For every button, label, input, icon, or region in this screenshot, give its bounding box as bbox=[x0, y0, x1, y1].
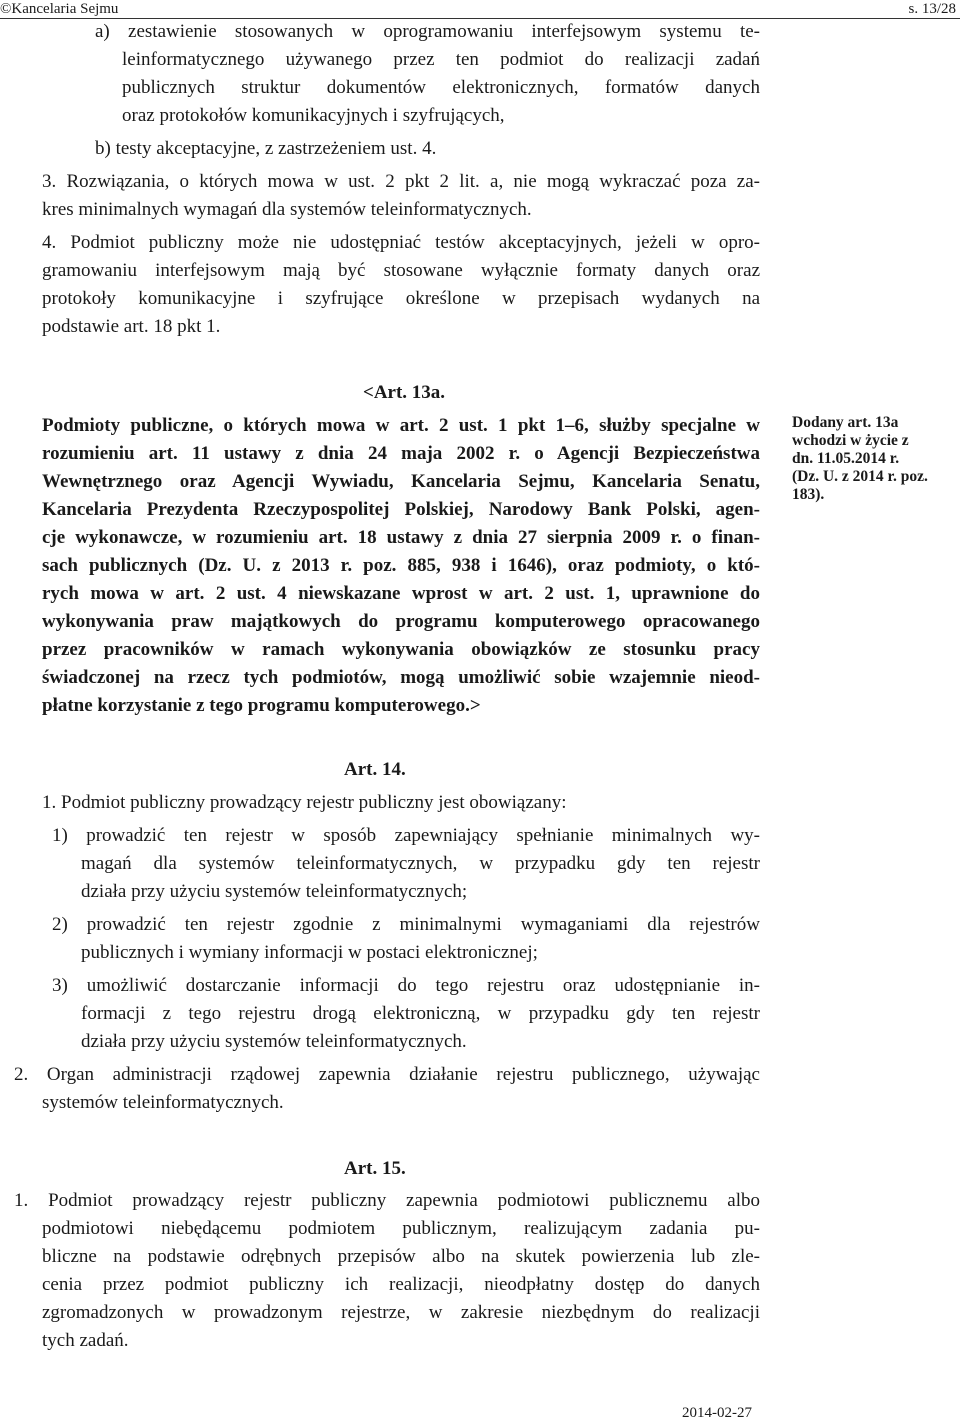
text-line: zgromadzonych w prowadzonym rejestrze, w zakresie niezbędnym do realizacji bbox=[42, 1302, 760, 1323]
text-line: podmiotowi niebędącemu podmiotem publicznym, realizującym zadania pu- bbox=[42, 1218, 760, 1239]
header-page-number: s. 13/28 bbox=[908, 1, 956, 17]
list-item-line: działa przy użyciu systemów teleinformatycznych. bbox=[81, 1031, 467, 1052]
text-line: leinformatycznego używanego przez ten podmiot do realizacji zadań bbox=[122, 49, 760, 70]
text-line: oraz protokołów komunikacyjnych i szyfrujących, bbox=[122, 105, 505, 126]
list-item-line: publicznych i wymiany informacji w postaci elektronicznej; bbox=[81, 942, 538, 963]
text-line: rozumieniu art. 11 ustawy z dnia 24 maja 2002 r. o Agencji Bezpieczeństwa bbox=[42, 443, 760, 464]
text-line: 1. Podmiot prowadzący rejestr publiczny zapewnia podmiotowi publicznemu albo bbox=[14, 1190, 760, 1211]
text-line: protokoły komunikacyjne i szyfrujące określone w przepisach wydanych na bbox=[42, 288, 760, 309]
text-line: cenia przez podmiot publiczny ich realizacji, nieodpłatny dostęp do danych bbox=[42, 1274, 760, 1295]
text-line: systemów teleinformatycznych. bbox=[42, 1092, 284, 1113]
margin-note-line: dn. 11.05.2014 r. bbox=[792, 450, 900, 467]
text-line: gramowaniu interfejsowym mają być stosowane wyłącznie formaty danych oraz bbox=[42, 260, 760, 281]
margin-note-line: Dodany art. 13a bbox=[792, 414, 899, 431]
article-title: Art. 14. bbox=[344, 759, 406, 780]
text-line: Kancelaria Prezydenta Rzeczypospolitej Polskiej, Narodowy Bank Polski, agen- bbox=[42, 499, 760, 520]
text-line: b) testy akceptacyjne, z zastrzeżeniem ust. 4. bbox=[95, 138, 437, 159]
list-item-line: 3) umożliwić dostarczanie informacji do tego rejestru oraz udostępnianie in- bbox=[52, 975, 760, 996]
text-line: a) zestawienie stosowanych w oprogramowaniu interfejsowym systemu te- bbox=[95, 21, 760, 42]
text-line: rych mowa w art. 2 ust. 4 niewskazane wprost w art. 2 ust. 1, uprawnione do bbox=[42, 583, 760, 604]
text-line: świadczonej na rzecz tych podmiotów, mogą umożliwić sobie wzajemnie nieod- bbox=[42, 667, 760, 688]
text-line: publicznych struktur dokumentów elektronicznych, formatów danych bbox=[122, 77, 760, 98]
footer-date: 2014-02-27 bbox=[682, 1405, 752, 1421]
text-line: podstawie art. 18 pkt 1. bbox=[42, 316, 221, 337]
text-line: płatne korzystanie z tego programu komputerowego.> bbox=[42, 695, 481, 716]
list-item-line: działa przy użyciu systemów teleinformatycznych; bbox=[81, 881, 468, 902]
text-line: 4. Podmiot publiczny może nie udostępniać testów akceptacyjnych, jeżeli w opro- bbox=[42, 232, 760, 253]
header-source: ©Kancelaria Sejmu bbox=[0, 1, 119, 17]
list-item-line: 1) prowadzić ten rejestr w sposób zapewniający spełnianie minimalnych wy- bbox=[52, 825, 760, 846]
text-line: 3. Rozwiązania, o których mowa w ust. 2 pkt 2 lit. a, nie mogą wykraczać poza za- bbox=[42, 171, 760, 192]
article-title: Art. 15. bbox=[344, 1158, 406, 1179]
text-line: 2. Organ administracji rządowej zapewnia działanie rejestru publicznego, używając bbox=[14, 1064, 760, 1085]
text-line: bliczne na podstawie odrębnych przepisów albo na skutek powierzenia lub zle- bbox=[42, 1246, 760, 1267]
text-line: tych zadań. bbox=[42, 1330, 129, 1351]
margin-note-line: wchodzi w życie z bbox=[792, 432, 909, 449]
text-line: Podmioty publiczne, o których mowa w art. 2 ust. 1 pkt 1–6, służby specjalne w bbox=[42, 415, 760, 436]
list-item-line: 2) prowadzić ten rejestr zgodnie z minimalnymi wymaganiami dla rejestrów bbox=[52, 914, 760, 935]
margin-note-line: (Dz. U. z 2014 r. poz. bbox=[792, 468, 928, 485]
text-line: kres minimalnych wymagań dla systemów teleinformatycznych. bbox=[42, 199, 532, 220]
text-line: cje wykonawcze, w rozumieniu art. 18 ustawy z dnia 27 sierpnia 2009 r. o finan- bbox=[42, 527, 760, 548]
list-item-line: magań dla systemów teleinformatycznych, w przypadku gdy ten rejestr bbox=[81, 853, 760, 874]
text-line: wykonywania praw majątkowych do programu komputerowego opracowanego bbox=[42, 611, 760, 632]
article-title: <Art. 13a. bbox=[363, 382, 446, 403]
text-line: Wewnętrznego oraz Agencji Wywiadu, Kancelaria Sejmu, Kancelaria Senatu, bbox=[42, 471, 760, 492]
text-line: 1. Podmiot publiczny prowadzący rejestr publiczny jest obowiązany: bbox=[42, 792, 567, 813]
list-item-line: formacji z tego rejestru drogą elektroniczną, w przypadku gdy ten rejestr bbox=[81, 1003, 760, 1024]
margin-note-line: 183). bbox=[792, 486, 825, 503]
text-line: sach publicznych (Dz. U. z 2013 r. poz. 885, 938 i 1646), oraz podmioty, o któ- bbox=[42, 555, 760, 576]
text-line: przez pracowników w ramach wykonywania obowiązków ze stosunku pracy bbox=[42, 639, 760, 660]
